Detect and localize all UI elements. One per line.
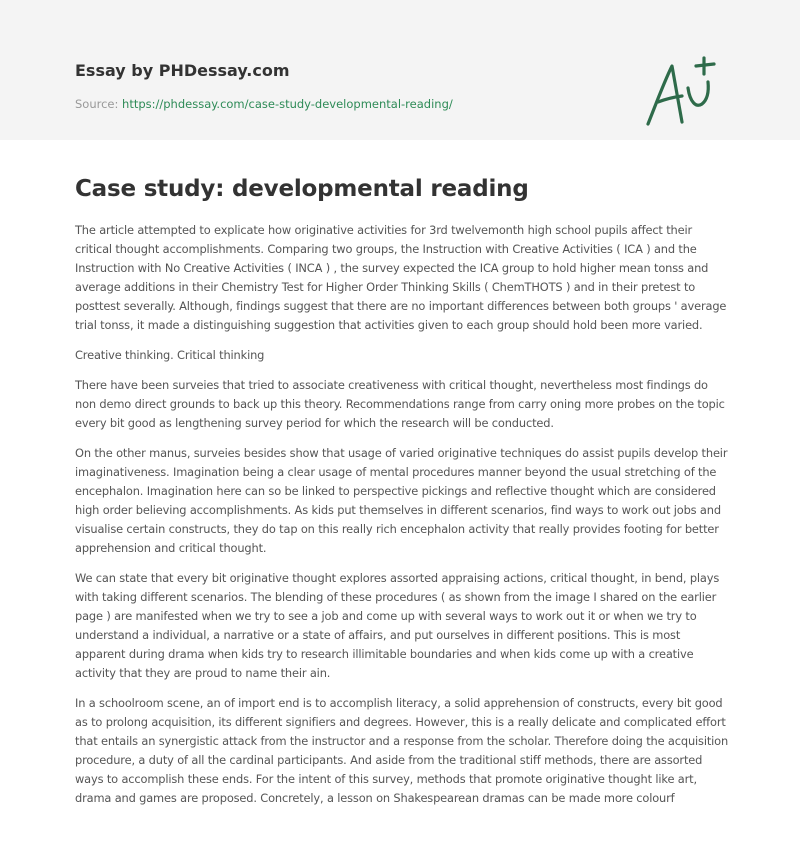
paragraph: There have been surveies that tried to associate creativeness with critical thought, nevertheless most findings do non demo direct grounds to back up this theory. Recommendations range from carry oning more probes on the topic every bit good as lengthening survey period for which the research will be conducted. [75, 378, 725, 430]
source-line [75, 97, 453, 111]
paragraph: We can state that every bit originative thought explores assorted appraising actions, critical thought, in bend, plays with taking different scenarios. The blending of these procedures ( as shown from the image I shared on the earlier page ) are manifested when we try to see a job and come up with several ways to work out it or when we try to understand a individual, a narrative or a state of affairs, and put ourselves in different positions. This is most apparent during drama when kids try to research illimitable boundaries and when kids come up with a creative activity that they are proud to name their ain. [75, 571, 720, 680]
source-link[interactable]: https://phdessay.com/case-study-developmental-reading/ [122, 97, 453, 111]
paragraph: In a schoolroom scene, an of import end is to accomplish literacy, a solid apprehension of constructs, every bit good as to prolong acquisition, its different signifiers and degrees. However, this is a really delicate and complicated effort that entails an synergistic attack from the instructor and a response from the scholar. Therefore doing the acquisition procedure, a duty of all the cardinal participants. And aside from the traditional stiff methods, there are assorted ways to accomplish these ends. For the intent of this survey, methods that promote originative thought like art, drama and games are proposed. Concretely, a lesson on Shakespearean dramas can be made more colourf [75, 696, 729, 805]
site-title: Essay by PHDessay.com [75, 61, 290, 80]
paragraph: On the other manus, surveies besides show that usage of varied originative techniques do assist pupils develop their imaginativeness. Imagination being a clear usage of mental procedures manner beyond the usual stretching of the encephalon. Imagination here can so be linked to perspective pickings and reflective thought which are considered high order believing accomplishments. As kids put themselves in different scenarios, find ways to work out jobs and visualise certain constructs, they do tap on this really rich encephalon activity that really provides footing for better apprehension and critical thought. [75, 446, 728, 555]
page-header [0, 0, 800, 140]
article-body [75, 221, 731, 819]
paragraph: The article attempted to explicate how originative activities for 3rd twelvemonth high school pupils affect their critical thought accomplishments. Comparing two groups, the Instruction with Creative Activities ( ICA ) and the Instruction with No Creative Activities ( INCA ) , the survey expected the ICA group to hold higher mean tonss and average additions in their Chemistry Test for Higher Order Thinking Skills ( ChemTHOTS ) and in their pretest to posttest severally. Although, findings suggest that there are no important differences between both groups ' average trial tonss, it made a distinguishing suggestion that activities given to each group should hold been more varied. [75, 223, 727, 332]
a-plus-logo-icon [638, 52, 728, 132]
source-label: Source: [75, 97, 123, 111]
paragraph: Creative thinking. Critical thinking [75, 348, 265, 362]
article-title: Case study: developmental reading [75, 176, 529, 202]
